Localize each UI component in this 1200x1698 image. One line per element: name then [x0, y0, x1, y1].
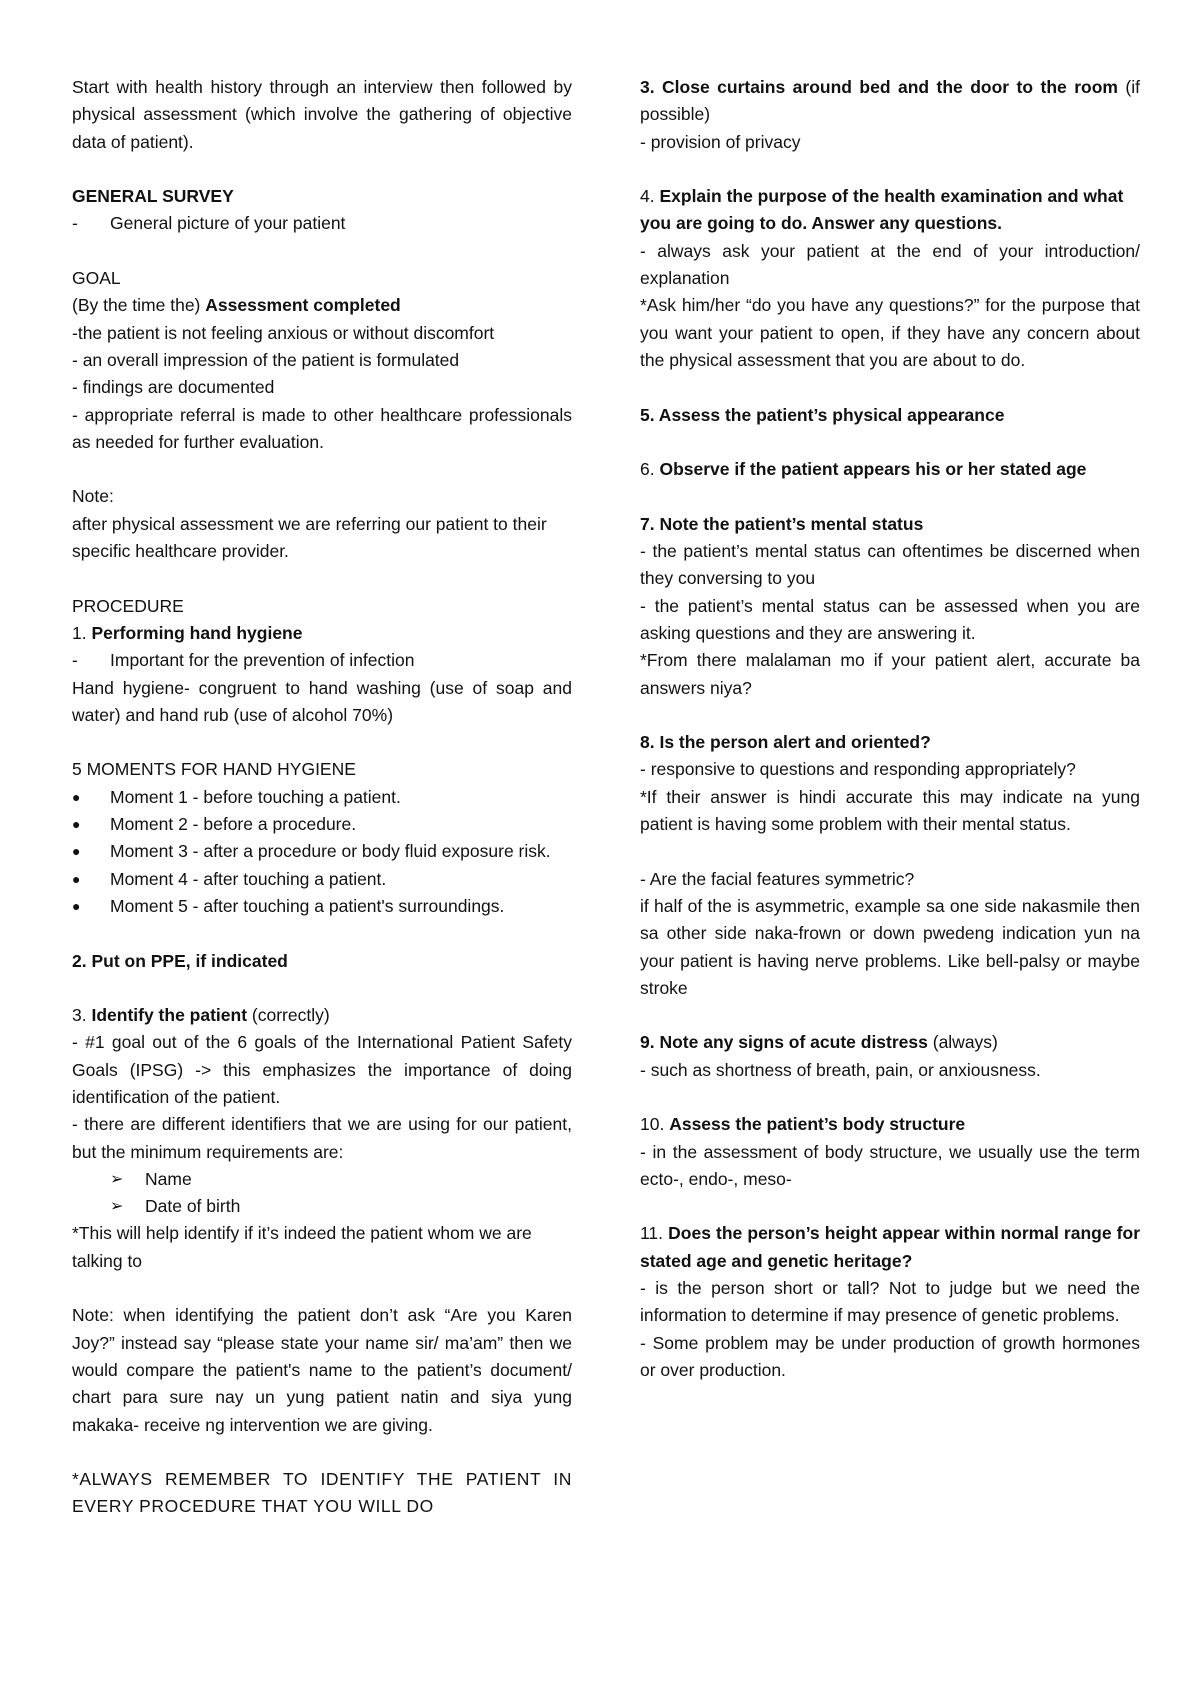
bullet-icon: ● [72, 788, 81, 805]
identifier-item: ➢ Date of birth [72, 1193, 572, 1220]
step-8-title: 8. Is the person alert and oriented? [640, 732, 931, 753]
right-column [640, 74, 1140, 1384]
step-1-title: 1. Performing hand hygiene [72, 622, 303, 643]
arrow-bullet-icon: ➢ [110, 1170, 124, 1188]
always-remember-note: *ALWAYS REMEMBER TO IDENTIFY THE PATIENT IN EVERY PROCEDURE THAT YOU WILL DO [72, 1469, 572, 1517]
note-text: after physical assessment we are referring our patient to their specific healthcare provider. [72, 513, 547, 562]
step-3-title: 3. Identify the patient (correctly) [72, 1005, 330, 1026]
goal-lead: (By the time the) Assessment completed [72, 295, 401, 316]
goal-item: - appropriate referral is made to other healthcare professionals as needed for further evaluation. [72, 404, 572, 452]
step-9-title: 9. Note any signs of acute distress (always) [640, 1032, 998, 1053]
left-column [72, 74, 572, 1521]
facial-question: - Are the facial features symmetric? [640, 868, 915, 889]
bullet-icon: ● [72, 843, 81, 860]
bullet-icon: ● [72, 897, 81, 914]
identify-note: Note: when identifying the patient don’t ask “Are you Karen Joy?” instead say “please state your name sir/ ma’am” then we would compare the patient's name to the patient’s document/ chart para sure nay un yung patient natin and siya yung makaka- receive ng intervention we are giving. [72, 1305, 572, 1435]
moment-item: ● Moment 4 - after touching a patient. [72, 866, 572, 893]
step-10-line: - in the assessment of body structure, we usually use the term ecto-, endo-, meso- [640, 1141, 1140, 1189]
general-survey-heading: GENERAL SURVEY [72, 186, 234, 207]
step-11-line: - is the person short or tall? Not to judge but we need the information to determine if may presence of genetic problems. [640, 1278, 1140, 1326]
identifier-item: ➢ Name [72, 1166, 572, 1193]
procedure-heading: PROCEDURE [72, 595, 184, 616]
step-3-line: - #1 goal out of the 6 goals of the International Patient Safety Goals (IPSG) -> this emphasizes the importance of doing identification of the patient. [72, 1032, 572, 1107]
moment-item: ● Moment 1 - before touching a patient. [72, 784, 572, 811]
moments-heading: 5 MOMENTS FOR HAND HYGIENE [72, 759, 356, 780]
step-5-title: 5. Assess the patient’s physical appearance [640, 404, 1005, 425]
step-11-title: 11. Does the person’s height appear within normal range for stated age and genetic heritage? [640, 1223, 1141, 1271]
goal-item: - findings are documented [72, 377, 275, 398]
arrow-bullet-icon: ➢ [110, 1198, 124, 1216]
step-r3-line: - provision of privacy [640, 131, 801, 152]
note-label: Note: [72, 486, 114, 507]
moment-item: ● Moment 3 - after a procedure or body fluid exposure risk. [72, 838, 572, 865]
bullet-icon: ● [72, 870, 81, 887]
step-4-line: - always ask your patient at the end of your introduction/ explanation [640, 240, 1140, 289]
step-4-title: 4. Explain the purpose of the health examination and what you are going to do. Answer any questions. [640, 186, 1124, 234]
goal-item: - an overall impression of the patient is formulated [72, 349, 460, 370]
bullet-icon: ● [72, 816, 81, 833]
step-3-remark: *This will help identify if it’s indeed the patient whom we are talking to [72, 1223, 532, 1271]
step-1-item: - Important for the prevention of infection [72, 650, 415, 671]
step-7-line: *From there malalaman mo if your patient alert, accurate ba answers niya? [640, 650, 1140, 698]
step-6-title: 6. Observe if the patient appears his or her stated age [640, 459, 1087, 480]
step-7-line: - the patient’s mental status can be assessed when you are asking questions and they are answering it. [640, 595, 1140, 643]
step-11-line: - Some problem may be under production of growth hormones or over production. [640, 1332, 1140, 1380]
moment-item: ● Moment 5 - after touching a patient's surroundings. [72, 893, 572, 920]
goal-heading: GOAL [72, 268, 121, 289]
intro-paragraph: Start with health history through an interview then followed by physical assessment (which involve the gathering of objective data of patient). [72, 77, 572, 152]
general-survey-item: - General picture of your patient [72, 213, 346, 234]
step-r3-title: 3. Close curtains around bed and the door to the room (if possible) [640, 77, 1140, 125]
step-7-title: 7. Note the patient’s mental status [640, 513, 924, 534]
step-9-line: - such as shortness of breath, pain, or anxiousness. [640, 1059, 1041, 1080]
step-10-title: 10. Assess the patient’s body structure [640, 1114, 966, 1135]
step-7-line: - the patient’s mental status can oftentimes be discerned when they conversing to you [640, 541, 1140, 589]
step-4-line: *Ask him/her “do you have any questions?” for the purpose that you want your patient to open, if they have any concern about the physical assessment that you are about to do. [640, 295, 1140, 370]
step-3-line: - there are different identifiers that we are using for our patient, but the minimum requirements are: [72, 1114, 572, 1162]
goal-item: -the patient is not feeling anxious or without discomfort [72, 322, 495, 343]
step-8-line: *If their answer is hindi accurate this may indicate na yung patient is having some problem with their mental status. [640, 786, 1140, 835]
facial-explanation: if half of the is asymmetric, example sa one side nakasmile then sa other side naka-frown or down pwedeng indication yun na your patient is having nerve problems. Like bell-palsy or maybe stroke [640, 895, 1140, 998]
step-1-text: Hand hygiene- congruent to hand washing (use of soap and water) and hand rub (use of alcohol 70%) [72, 677, 572, 725]
step-8-line: - responsive to questions and responding appropriately? [640, 759, 1076, 780]
moment-item: ● Moment 2 - before a procedure. [72, 811, 572, 838]
step-2-title: 2. Put on PPE, if indicated [72, 950, 288, 971]
